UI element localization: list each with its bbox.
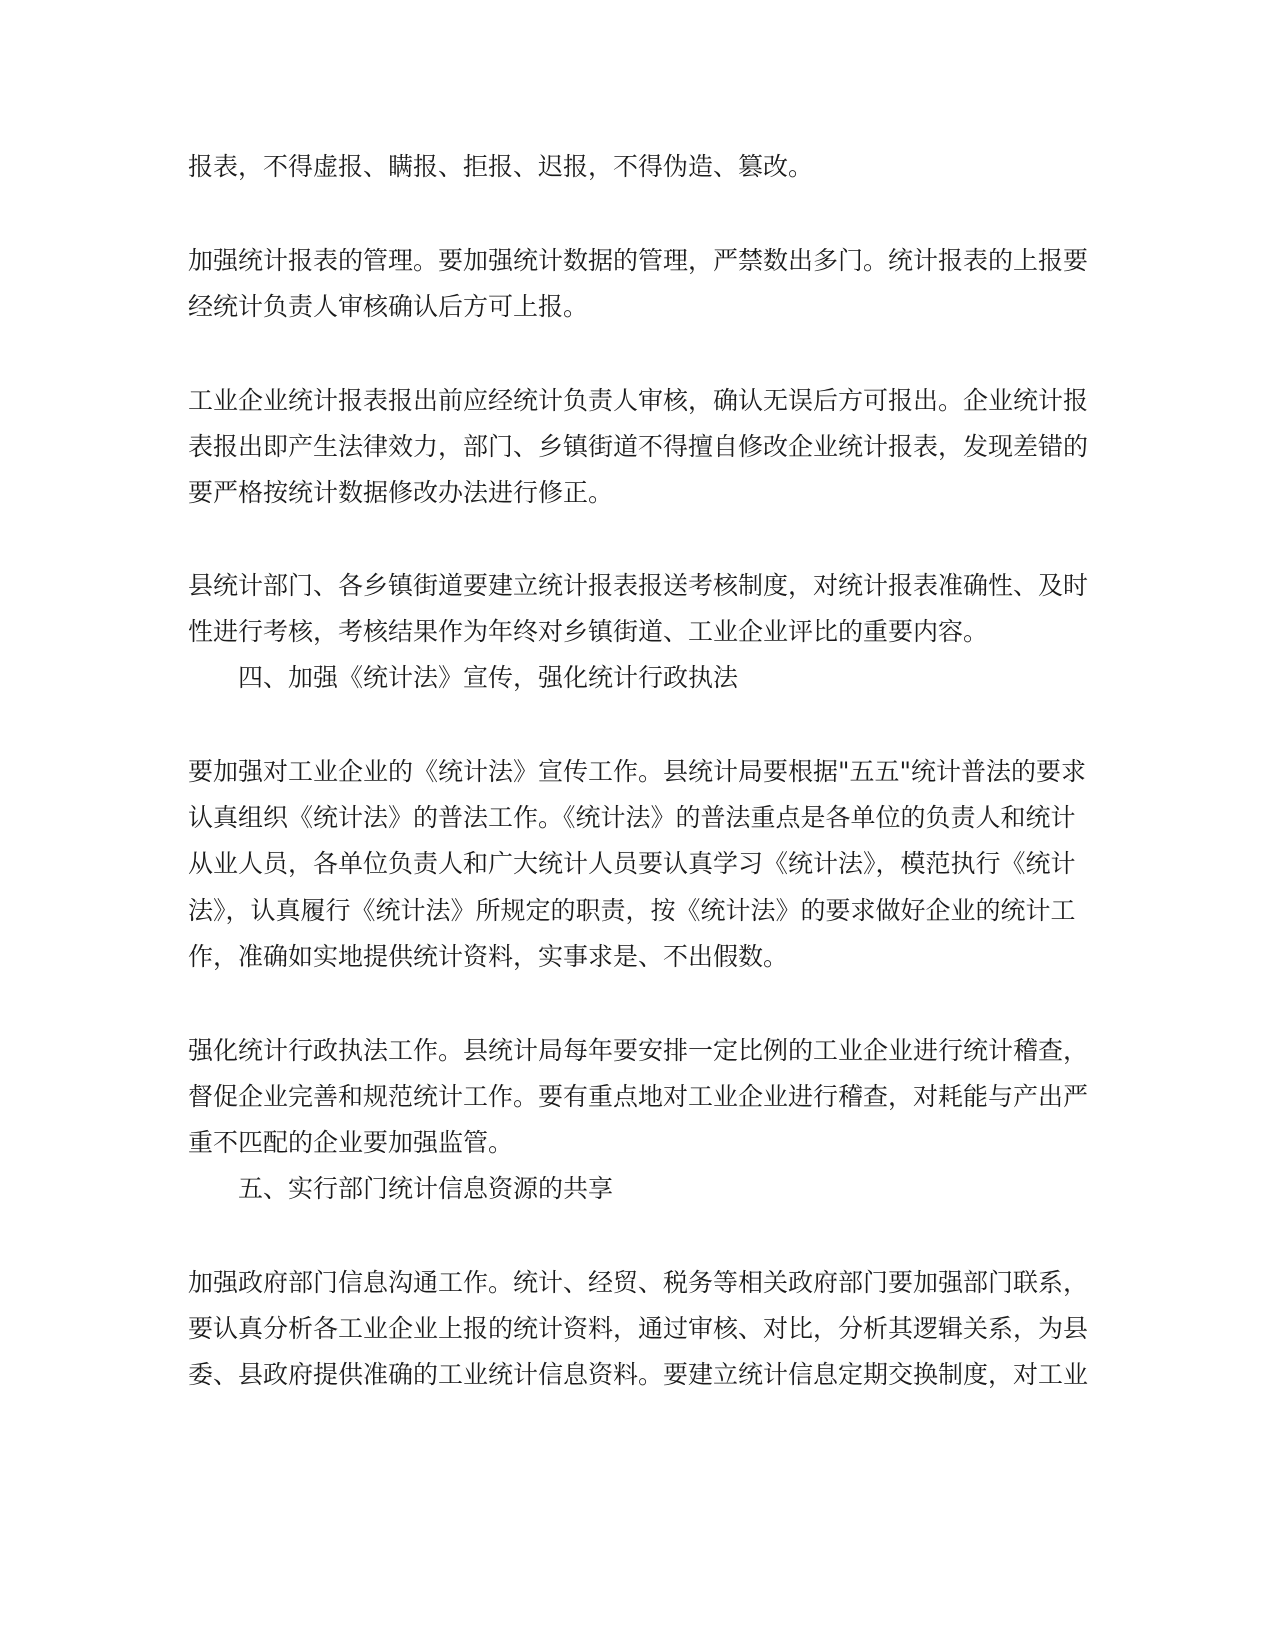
paragraph-2-line-1: 加强统计报表的管理。要加强统计数据的管理，严禁数出多门。统计报表的上报要: [188, 246, 1089, 275]
paragraph-7-line-3: 委、县政府提供准确的工业统计信息资料。要建立统计信息定期交换制度，对工业: [188, 1360, 1089, 1389]
paragraph-6-line-2: 督促企业完善和规范统计工作。要有重点地对工业企业进行稽查，对耗能与产出严: [188, 1082, 1089, 1111]
paragraph-5-line-3: 从业人员，各单位负责人和广大统计人员要认真学习《统计法》，模范执行《统计: [188, 849, 1076, 878]
section-heading-4: 四、加强《统计法》宣传，强化统计行政执法: [238, 663, 739, 692]
paragraph-7-line-1: 加强政府部门信息沟通工作。统计、经贸、税务等相关政府部门要加强部门联系，: [188, 1268, 1089, 1297]
paragraph-6-line-3: 重不匹配的企业要加强监管。: [188, 1128, 514, 1157]
paragraph-4-line-1: 县统计部门、各乡镇街道要建立统计报表报送考核制度，对统计报表准确性、及时: [188, 571, 1089, 600]
paragraph-3-line-2: 表报出即产生法律效力，部门、乡镇街道不得擅自修改企业统计报表，发现差错的: [188, 432, 1089, 461]
paragraph-3-line-1: 工业企业统计报表报出前应经统计负责人审核，确认无误后方可报出。企业统计报: [188, 386, 1089, 415]
paragraph-2-line-2: 经统计负责人审核确认后方可上报。: [188, 292, 589, 321]
paragraph-3-line-3: 要严格按统计数据修改办法进行修正。: [188, 478, 614, 507]
paragraph-7-line-2: 要认真分析各工业企业上报的统计资料，通过审核、对比，分析其逻辑关系，为县: [188, 1314, 1089, 1343]
paragraph-1-line-1: 报表，不得虚报、瞒报、拒报、迟报，不得伪造、篡改。: [188, 152, 814, 181]
paragraph-5-line-1: 要加强对工业企业的《统计法》宣传工作。县统计局要根据"五五"统计普法的要求: [188, 757, 1087, 786]
paragraph-6-line-1: 强化统计行政执法工作。县统计局每年要安排一定比例的工业企业进行统计稽查，: [188, 1036, 1089, 1065]
paragraph-5-line-5: 作，准确如实地提供统计资料，实事求是、不出假数。: [188, 942, 789, 971]
section-heading-5: 五、实行部门统计信息资源的共享: [238, 1174, 614, 1203]
paragraph-5-line-4: 法》，认真履行《统计法》所规定的职责，按《统计法》的要求做好企业的统计工: [188, 896, 1076, 925]
paragraph-4-line-2: 性进行考核，考核结果作为年终对乡镇街道、工业企业评比的重要内容。: [188, 617, 989, 646]
paragraph-5-line-2: 认真组织《统计法》的普法工作。《统计法》的普法重点是各单位的负责人和统计: [188, 803, 1076, 832]
